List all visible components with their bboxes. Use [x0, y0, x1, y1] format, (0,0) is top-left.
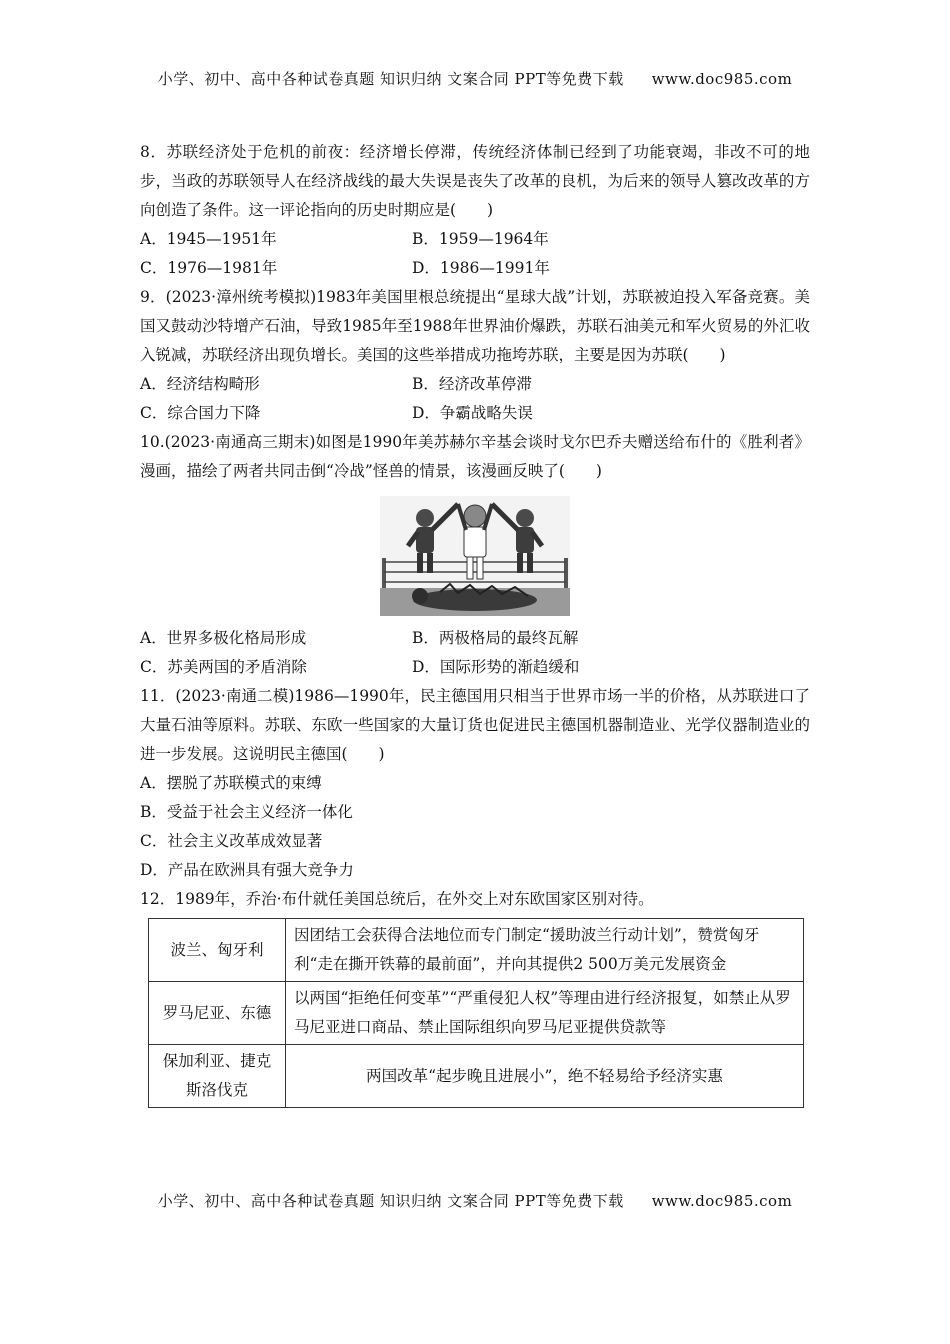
- table-cell-policy: 因团结工会获得合法地位而专门制定“援助波兰行动计划”，赞赏匈牙利“走在撕开铁幕的最前面”，并向其提供2 500万美元发展资金: [286, 919, 804, 982]
- table-row: [149, 982, 804, 1045]
- page-header: [0, 68, 950, 89]
- table-cell-country: 保加利亚、捷克斯洛伐克: [149, 1045, 286, 1108]
- question-10-options: [140, 624, 810, 682]
- option-d: D．争霸战略失误: [412, 404, 533, 422]
- question-11: [140, 682, 810, 885]
- question-8-options: [140, 225, 810, 283]
- table-cell-policy: 以两国“拒绝任何变革”“严重侵犯人权”等理由进行经济报复，如禁止从罗马尼亚进口商品、禁止国际组织向罗马尼亚提供贷款等: [286, 982, 804, 1045]
- page-footer: [0, 1190, 950, 1211]
- winners-cartoon-image: [380, 496, 570, 616]
- cartoon-illustration: [380, 496, 570, 616]
- question-9: [140, 283, 810, 428]
- option-d: D．1986—1991年: [412, 259, 550, 277]
- option-c: C．1976—1981年: [140, 259, 278, 277]
- question-12-stem: 12．1989年，乔治·布什就任美国总统后，在外交上对东欧国家区别对待。: [140, 890, 654, 908]
- option-b: B．1959—1964年: [412, 230, 549, 248]
- table-cell-country: 罗马尼亚、东德: [149, 982, 286, 1045]
- option-c: C．苏美两国的矛盾消除: [140, 658, 307, 676]
- question-9-stem: 9．(2023·漳州统考模拟)1983年美国里根总统提出“星球大战”计划，苏联被迫投入军备竞赛。美国又鼓动沙特增产石油，导致1985年至1988年世界油价爆跌，苏联石油美元和军火贸易的外汇收入锐减，苏联经济出现负增长。美国的这些举措成功拖垮苏联，主要是因为苏联( ): [140, 288, 810, 364]
- question-10-stem: 10.(2023·南通高三期末)如图是1990年美苏赫尔辛基会谈时戈尔巴乔夫赠送给布什的《胜利者》漫画，描绘了两者共同击倒“冷战”怪兽的情景，该漫画反映了( ): [140, 433, 810, 480]
- option-b: B．两极格局的最终瓦解: [412, 629, 579, 647]
- policy-table: [148, 918, 804, 1108]
- footer-site-link[interactable]: www.doc985.com: [651, 1192, 793, 1210]
- question-10: [140, 428, 810, 682]
- option-a: A．摆脱了苏联模式的束缚: [140, 774, 322, 792]
- footer-text: 小学、初中、高中各种试卷真题 知识归纳 文案合同 PPT等免费下载: [157, 1192, 624, 1210]
- option-a: A．世界多极化格局形成: [140, 629, 307, 647]
- option-c: C．社会主义改革成效显著: [140, 832, 323, 850]
- question-12: [140, 885, 810, 1108]
- question-11-options: [140, 769, 810, 885]
- question-8-stem: 8．苏联经济处于危机的前夜：经济增长停滞，传统经济体制已经到了功能衰竭，非改不可的地步，当政的苏联领导人在经济战线的最大失误是丧失了改革的良机，为后来的领导人篡改改革的方向创造了条件。这一评论指向的历史时期应是( ): [140, 143, 810, 219]
- option-d: D．国际形势的渐趋缓和: [412, 658, 580, 676]
- exam-content: [140, 138, 810, 1108]
- table-row: [149, 919, 804, 982]
- option-b: B．受益于社会主义经济一体化: [140, 803, 353, 821]
- table-cell-policy: 两国改革“起步晚且进展小”，绝不轻易给予经济实惠: [286, 1045, 804, 1108]
- question-9-options: [140, 370, 810, 428]
- header-text: 小学、初中、高中各种试卷真题 知识归纳 文案合同 PPT等免费下载: [157, 70, 624, 88]
- option-d: D．产品在欧洲具有强大竞争力: [140, 861, 354, 879]
- question-8: [140, 138, 810, 283]
- table-cell-country: 波兰、匈牙利: [149, 919, 286, 982]
- question-11-stem: 11．(2023·南通二模)1986—1990年，民主德国用只相当于世界市场一半的价格，从苏联进口了大量石油等原料。苏联、东欧一些国家的大量订货也促进民主德国机器制造业、光学仪器制造业的进一步发展。这说明民主德国( ): [140, 687, 810, 763]
- option-c: C．综合国力下降: [140, 404, 261, 422]
- header-site-link[interactable]: www.doc985.com: [651, 70, 793, 88]
- option-a: A．1945—1951年: [140, 230, 277, 248]
- option-a: A．经济结构畸形: [140, 375, 260, 393]
- option-b: B．经济改革停滞: [412, 375, 532, 393]
- table-row: [149, 1045, 804, 1108]
